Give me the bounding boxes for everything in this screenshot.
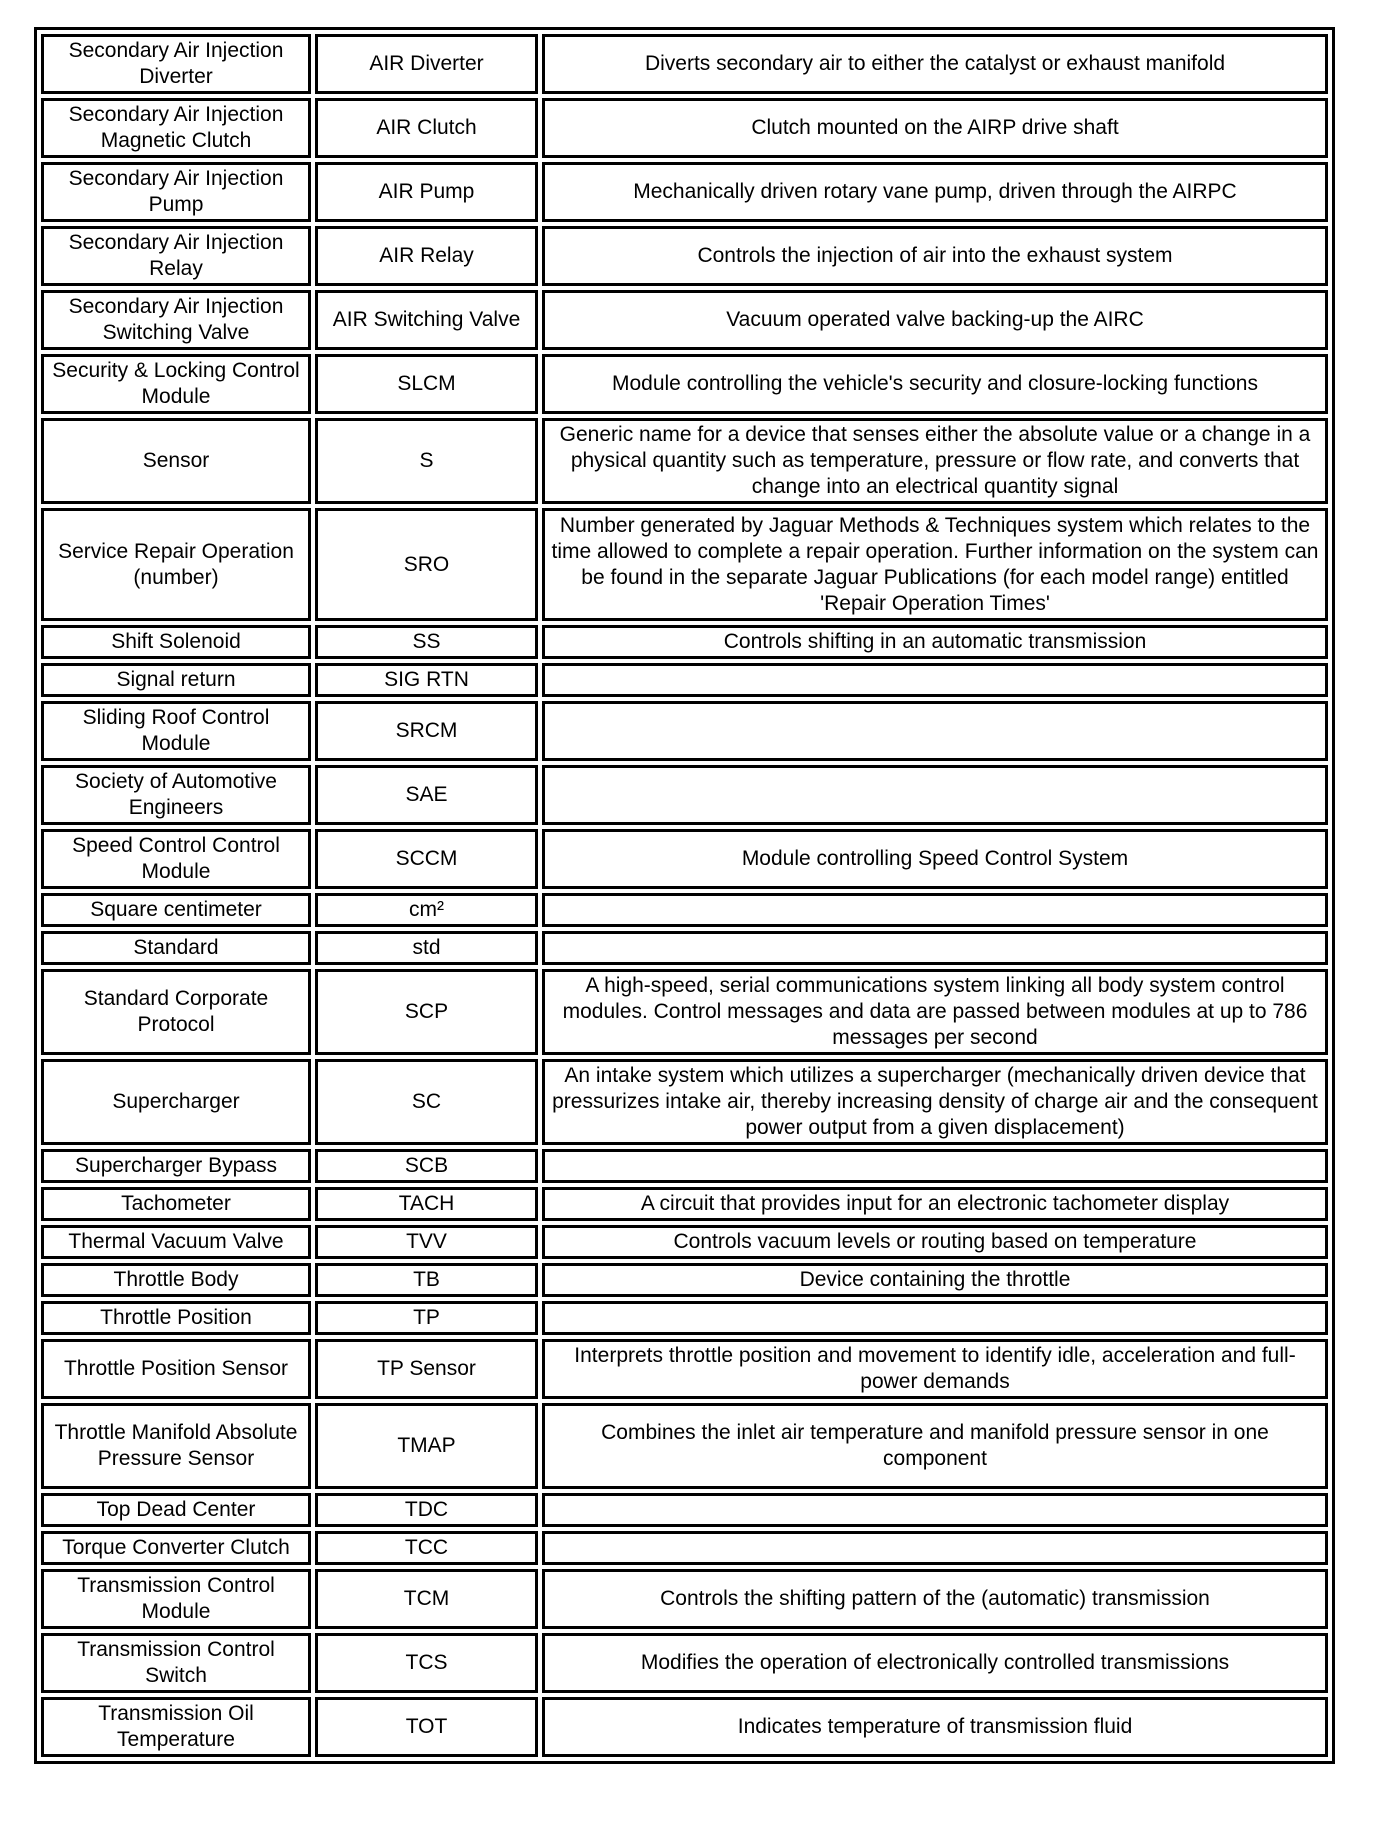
- table-row: [41, 969, 1328, 1055]
- term-cell: Sensor: [41, 418, 311, 504]
- abbreviation-cell: S: [315, 418, 538, 504]
- abbreviation-cell: TOT: [315, 1697, 538, 1757]
- term-cell: Supercharger: [41, 1059, 311, 1145]
- abbreviation-cell: SCB: [315, 1149, 538, 1183]
- table-row: [41, 931, 1328, 965]
- abbreviation-cell: TDC: [315, 1493, 538, 1527]
- description-cell: [542, 893, 1328, 927]
- table-row: [41, 625, 1328, 659]
- abbreviation-cell: TP: [315, 1301, 538, 1335]
- description-cell: [542, 701, 1328, 761]
- abbreviation-cell: SRCM: [315, 701, 538, 761]
- description-cell: Number generated by Jaguar Methods & Techniques system which relates to the time allowed to complete a repair operation. Further information on the system can be found in the separate Jaguar Publications (for each model range) entitled 'Repair Operation Times': [542, 508, 1328, 621]
- description-cell: Module controlling Speed Control System: [542, 829, 1328, 889]
- abbreviation-cell: TB: [315, 1263, 538, 1297]
- table-row: [41, 829, 1328, 889]
- term-cell: Standard: [41, 931, 311, 965]
- description-cell: [542, 765, 1328, 825]
- description-cell: [542, 1531, 1328, 1565]
- abbreviation-cell: SAE: [315, 765, 538, 825]
- table-row: [41, 893, 1328, 927]
- term-cell: Secondary Air Injection Diverter: [41, 34, 311, 94]
- table-row: [41, 418, 1328, 504]
- description-cell: An intake system which utilizes a supercharger (mechanically driven device that pressurizes intake air, thereby increasing density of charge air and the consequent power output from a given displacement): [542, 1059, 1328, 1145]
- abbreviation-cell: SLCM: [315, 354, 538, 414]
- table-row: [41, 1531, 1328, 1565]
- description-cell: Modifies the operation of electronically controlled transmissions: [542, 1633, 1328, 1693]
- table-row: [41, 1301, 1328, 1335]
- term-cell: Secondary Air Injection Switching Valve: [41, 290, 311, 350]
- table-row: [41, 1403, 1328, 1489]
- term-cell: Top Dead Center: [41, 1493, 311, 1527]
- term-cell: Tachometer: [41, 1187, 311, 1221]
- description-cell: [542, 663, 1328, 697]
- table-row: [41, 162, 1328, 222]
- table-row: [41, 1697, 1328, 1757]
- abbreviation-cell: AIR Clutch: [315, 98, 538, 158]
- term-cell: Supercharger Bypass: [41, 1149, 311, 1183]
- abbreviation-cell: SRO: [315, 508, 538, 621]
- abbreviation-cell: TACH: [315, 1187, 538, 1221]
- abbreviation-cell: TCC: [315, 1531, 538, 1565]
- description-cell: Generic name for a device that senses either the absolute value or a change in a physical quantity such as temperature, pressure or flow rate, and converts that change into an electrical quantity signal: [542, 418, 1328, 504]
- description-cell: Clutch mounted on the AIRP drive shaft: [542, 98, 1328, 158]
- term-cell: Thermal Vacuum Valve: [41, 1225, 311, 1259]
- term-cell: Society of Automotive Engineers: [41, 765, 311, 825]
- table-row: [41, 1263, 1328, 1297]
- term-cell: Security & Locking Control Module: [41, 354, 311, 414]
- table-row: [41, 1059, 1328, 1145]
- term-cell: Secondary Air Injection Magnetic Clutch: [41, 98, 311, 158]
- table-row: [41, 1569, 1328, 1629]
- abbreviation-cell: TCS: [315, 1633, 538, 1693]
- abbreviation-cell: SIG RTN: [315, 663, 538, 697]
- term-cell: Torque Converter Clutch: [41, 1531, 311, 1565]
- description-cell: Mechanically driven rotary vane pump, driven through the AIRPC: [542, 162, 1328, 222]
- table-row: [41, 1149, 1328, 1183]
- table-row: [41, 1339, 1328, 1399]
- description-cell: [542, 1301, 1328, 1335]
- table-row: [41, 226, 1328, 286]
- abbreviation-cell: std: [315, 931, 538, 965]
- term-cell: Secondary Air Injection Pump: [41, 162, 311, 222]
- description-cell: Controls the injection of air into the exhaust system: [542, 226, 1328, 286]
- term-cell: Service Repair Operation (number): [41, 508, 311, 621]
- table-row: [41, 1187, 1328, 1221]
- term-cell: Throttle Position: [41, 1301, 311, 1335]
- description-cell: Controls the shifting pattern of the (automatic) transmission: [542, 1569, 1328, 1629]
- term-cell: Secondary Air Injection Relay: [41, 226, 311, 286]
- table-row: [41, 354, 1328, 414]
- table-row: [41, 1633, 1328, 1693]
- term-cell: Throttle Manifold Absolute Pressure Sensor: [41, 1403, 311, 1489]
- abbreviation-cell: AIR Pump: [315, 162, 538, 222]
- description-cell: Controls shifting in an automatic transmission: [542, 625, 1328, 659]
- table-row: [41, 98, 1328, 158]
- term-cell: Transmission Control Module: [41, 1569, 311, 1629]
- term-cell: Throttle Body: [41, 1263, 311, 1297]
- table-row: [41, 508, 1328, 621]
- term-cell: Signal return: [41, 663, 311, 697]
- term-cell: Throttle Position Sensor: [41, 1339, 311, 1399]
- table-row: [41, 1225, 1328, 1259]
- abbreviation-cell: SCP: [315, 969, 538, 1055]
- term-cell: Speed Control Control Module: [41, 829, 311, 889]
- description-cell: A high-speed, serial communications system linking all body system control modules. Control messages and data are passed between modules at up to 786 messages per second: [542, 969, 1328, 1055]
- term-cell: Transmission Oil Temperature: [41, 1697, 311, 1757]
- abbreviation-cell: TMAP: [315, 1403, 538, 1489]
- term-cell: Shift Solenoid: [41, 625, 311, 659]
- table-row: [41, 701, 1328, 761]
- description-cell: Module controlling the vehicle's security and closure-locking functions: [542, 354, 1328, 414]
- term-cell: Transmission Control Switch: [41, 1633, 311, 1693]
- term-cell: Standard Corporate Protocol: [41, 969, 311, 1055]
- abbreviation-cell: AIR Relay: [315, 226, 538, 286]
- abbreviation-cell: TP Sensor: [315, 1339, 538, 1399]
- term-cell: Sliding Roof Control Module: [41, 701, 311, 761]
- abbreviation-cell: TCM: [315, 1569, 538, 1629]
- abbreviation-cell: cm²: [315, 893, 538, 927]
- abbreviation-cell: AIR Switching Valve: [315, 290, 538, 350]
- description-cell: A circuit that provides input for an electronic tachometer display: [542, 1187, 1328, 1221]
- table-row: [41, 765, 1328, 825]
- abbreviation-cell: TVV: [315, 1225, 538, 1259]
- abbreviation-cell: SC: [315, 1059, 538, 1145]
- table-row: [41, 34, 1328, 94]
- description-cell: Device containing the throttle: [542, 1263, 1328, 1297]
- description-cell: Interprets throttle position and movement to identify idle, acceleration and full-power demands: [542, 1339, 1328, 1399]
- description-cell: Vacuum operated valve backing-up the AIRC: [542, 290, 1328, 350]
- table-row: [41, 290, 1328, 350]
- description-cell: [542, 1493, 1328, 1527]
- abbreviation-cell: SCCM: [315, 829, 538, 889]
- description-cell: [542, 1149, 1328, 1183]
- description-cell: Combines the inlet air temperature and manifold pressure sensor in one component: [542, 1403, 1328, 1489]
- description-cell: Diverts secondary air to either the catalyst or exhaust manifold: [542, 34, 1328, 94]
- term-cell: Square centimeter: [41, 893, 311, 927]
- description-cell: Indicates temperature of transmission fluid: [542, 1697, 1328, 1757]
- description-cell: Controls vacuum levels or routing based on temperature: [542, 1225, 1328, 1259]
- abbreviation-cell: AIR Diverter: [315, 34, 538, 94]
- table-row: [41, 1493, 1328, 1527]
- table-row: [41, 663, 1328, 697]
- abbreviations-table: [34, 27, 1335, 1764]
- description-cell: [542, 931, 1328, 965]
- abbreviation-cell: SS: [315, 625, 538, 659]
